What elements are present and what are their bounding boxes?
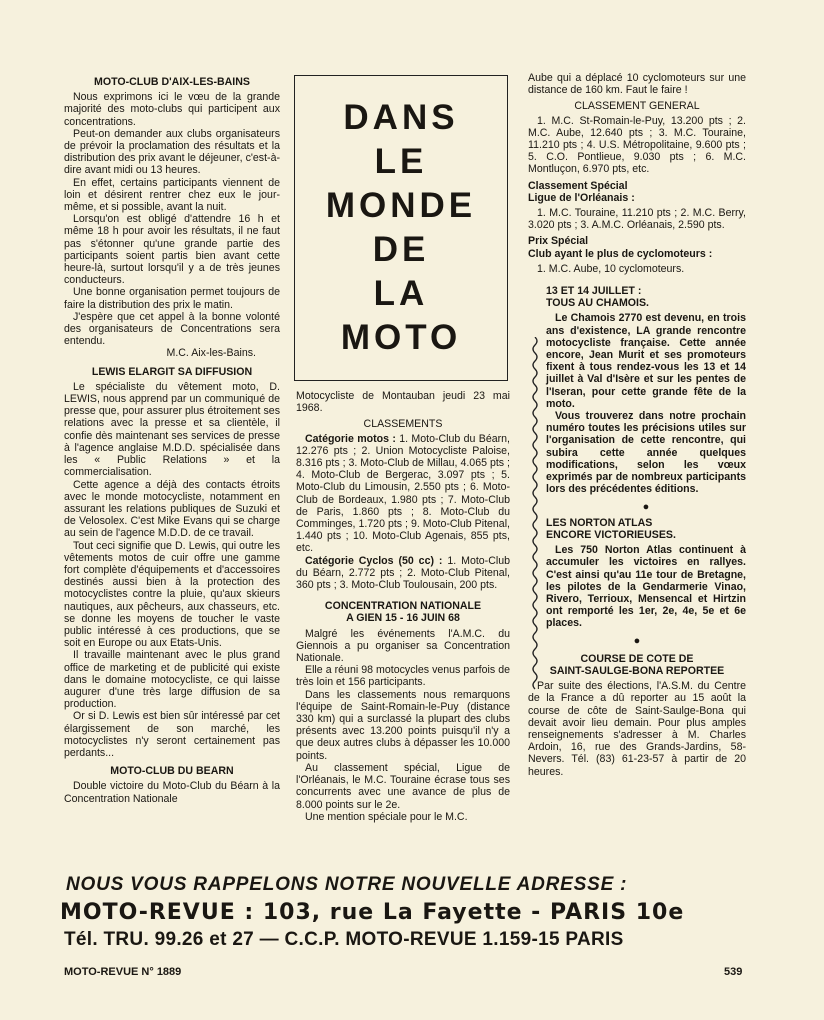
paragraph: Tout ceci signifie que D. Lewis, qui outre les vêtements motos de cuir offre une gamme fort complète d'équipements et d'accessoires destinés aussi bien à la protection des motocyclistes contre la pluie, qu'aux skieurs nautiques, aux pêcheurs, aux chasseurs, etc. se donne les moyens de toucher le vaste public intéressé à ces productions, que se soit en Europe ou aux Etats-Unis. — [64, 539, 280, 650]
article-title-line: Classement Spécial — [528, 179, 628, 192]
title-line: LE — [374, 142, 428, 181]
title-line: DE — [372, 230, 430, 269]
bullet-separator: ● — [642, 500, 650, 513]
article-title: LEWIS ELARGIT SA DIFFUSION — [91, 365, 253, 378]
article-title-line: ENCORE VICTORIEUSES. — [546, 528, 676, 541]
paragraph: Aube qui a déplacé 10 cyclomoteurs sur une distance de 160 km. Faut le faire ! — [528, 72, 746, 97]
address-banner — [60, 874, 760, 951]
article-title-line: A GIEN 15 - 16 JUIN 68 — [346, 612, 460, 625]
article-title — [296, 600, 510, 624]
article-title — [528, 235, 746, 259]
paragraph: J'espère que cet appel à la bonne volonté des organisateurs de Concentrations sera entendu. — [64, 310, 280, 348]
article-title-line: LES NORTON ATLAS — [546, 516, 653, 529]
article-title-line: TOUS AU CHAMOIS. — [546, 297, 649, 310]
paragraph: Vous trouverez dans notre prochain numéro toutes les précisions utiles sur l'organisation de cette rencontre, qui subira cette année quelques modifications, selon les vœux exprimés par de nombreux participants lors des précédentes éditions. — [546, 410, 746, 496]
category-text: 1. Moto-Club du Béarn, 2.772 pts ; 2. Moto-Club Pitenal, 360 pts ; 3. Moto-Club Toulousain, 200 pts. — [296, 554, 510, 592]
category-label: Catégorie Cyclos (50 cc) : — [305, 554, 443, 567]
article-title-line: COURSE DE COTE DE — [580, 652, 694, 665]
paragraph: Nous exprimons ici le vœu de la grande majorité des moto-clubs qui participent aux concentrations. — [64, 91, 280, 128]
article-title-line: 13 ET 14 JUILLET : — [546, 285, 642, 298]
paragraph: Dans les classements nous remarquons l'équipe de Saint-Romain-le-Puy (distance 330 km) qui a surclassé la plupart des clubs présents avec 13.200 points puisqu'il n'y a que deux autres clubs à dépasser les 10.000 points. — [296, 688, 510, 762]
article-title — [528, 180, 746, 204]
column-right — [528, 72, 746, 778]
title-line: DANS — [343, 98, 459, 137]
paragraph: Or si D. Lewis est bien sûr intéressé par cet élargissement de son marché, les motocyclistes n'y seront certainement pas perdants... — [64, 710, 280, 759]
title-line: MONDE — [325, 186, 477, 225]
wavy-border — [529, 337, 541, 693]
paragraph: Elle a réuni 98 motocycles venus parfois de très loin et 156 participants. — [296, 664, 510, 689]
paragraph: Les 750 Norton Atlas continuent à accumuler les victoires en rallyes. C'est ainsi qu'au 11e tour de Bretagne, les pilotes de la Gendarmerie Vinao, Rivero, Terrioux, Mensencal et Hirtzin ont remporté les 1er, 2e, 4e, 5e et 6e places. — [546, 544, 746, 630]
paragraph: Peut-on demander aux clubs organisateurs de prévoir la proclamation des résultats et la distribution des prix avant le déjeuner, c'est-à-dire avant midi ou 13 heures. — [64, 127, 280, 177]
banner-line-1: NOUS VOUS RAPPELONS NOTRE NOUVELLE ADRESSE : — [66, 874, 628, 895]
banner-line-2: MOTO-REVUE : 103, rue La Fayette - PARIS 10e — [60, 900, 685, 925]
article-title — [528, 653, 746, 677]
article-title-line: Prix Spécial — [528, 235, 589, 248]
section-title-box — [294, 75, 508, 381]
paragraph: En effet, certains participants viennent de loin et désirent rentrer chez eux le jour-même, et si possible, avant la nuit. — [64, 176, 280, 214]
paragraph: Lorsqu'on est obligé d'attendre 16 h et même 18 h pour avoir les résultats, il ne faut pas s'étonner qu'une grande partie des participants soient partis bien avant cette heure-là, surtout lorsqu'il y a de très jeunes conducteurs. — [64, 213, 280, 287]
paragraph: Cette agence a déjà des contacts étroits avec le monde motocycliste, notamment en assurant les relations publiques de Suzuki et de Velosolex. C'est Mike Evans qui se charge au sein de l'agence M.D.D. de ce travail. — [64, 478, 280, 540]
paragraph: 1. M.C. Aube, 10 cyclomoteurs. — [537, 262, 685, 275]
subheading: CLASSEMENT GENERAL — [574, 100, 700, 113]
article-title — [546, 517, 746, 541]
footer-issue: MOTO-REVUE N° 1889 — [64, 966, 182, 978]
bullet-separator: ● — [633, 634, 641, 647]
paragraph — [296, 555, 510, 592]
article-title-line: Ligue de l'Orléanais : — [528, 191, 635, 204]
title-line: LA — [373, 274, 429, 313]
column-left — [64, 76, 280, 805]
paragraph: Double victoire du Moto-Club du Béarn à la Concentration Nationale — [64, 780, 280, 805]
paragraph: Le Chamois 2770 est devenu, en trois ans d'existence, LA grande rencontre motocycliste française. Cette année encore, Jean Murit et ses promoteurs fixent à tous rendez-vous les 13 et 14 juillet à Val d'Isère et sur les pentes de l'Iseran, pour cette grande fête de la moto. — [546, 312, 746, 410]
subheading: CLASSEMENTS — [363, 418, 443, 431]
paragraph: Par suite des élections, l'A.S.M. du Centre de la France a dû reporter au 15 août la course de côte de Saint-Saulge-Bona qui devait avoir lieu demain. Pour plus amples renseignements s'adresser à M. Charles Ardoin, 16, rue des Grands-Jardins, 58-Nevers. Tél. (83) 61-23-57 à partir de 20 heures. — [528, 680, 746, 778]
paragraph: Il travaille maintenant avec le plus grand office de marketing et de publicité qui existe dans le domaine motocycliste, ce qui laisse augurer d'une très large diffusion de sa production. — [64, 649, 280, 711]
signature: M.C. Aix-les-Bains. — [166, 347, 256, 360]
paragraph: 1. M.C. Touraine, 11.210 pts ; 2. M.C. Berry, 3.020 pts ; 3. A.M.C. Orléanais, 2.590 pts. — [528, 207, 746, 232]
category-label: Catégorie motos : — [305, 432, 396, 445]
banner-line-3: Tél. TRU. 99.26 et 27 — C.C.P. MOTO-REVUE 1.159-15 PARIS — [64, 929, 624, 950]
paragraph: Le spécialiste du vêtement moto, D. LEWIS, nous apprend par un communiqué de presse que, pour assurer plus étroitement ses relations avec la presse et sa clientèle, il confie dès maintenant ses services de presse à l'agence anglaise M.D.D. spécialisée dans les « Public Relations » et la commercialisation. — [64, 380, 280, 479]
article-title-line: Club ayant le plus de cyclomoteurs : — [528, 247, 713, 260]
article-title — [546, 285, 746, 309]
category-text: 1. Moto-Club du Béarn, 12.276 pts ; 2. Union Motocycliste Paloise, 8.316 pts ; 3. Moto-Club de Millau, 4.065 pts ; 4. Moto-Club de Bergerac, 3.097 pts ; 5. Moto-Club du Limousin, 2.550 pts ; 6. Moto-Club de Bordeaux, 1.980 pts ; 7. Moto-Club de Paris, 1.860 pts ; 8. Moto-Club du Comminges, 1.720 pts ; 9. Moto-Club Pitenal, 1.440 pts ; 10. Moto-Club Agenais, 855 pts, etc. — [296, 432, 510, 555]
article-title: MOTO-CLUB D'AIX-LES-BAINS — [94, 76, 250, 88]
column-middle — [296, 390, 510, 823]
boxed-news — [528, 285, 746, 629]
page-number: 539 — [724, 966, 743, 978]
paragraph — [296, 433, 510, 555]
paragraph: 1. M.C. St-Romain-le-Puy, 13.200 pts ; 2. M.C. Aube, 12.640 pts ; 3. M.C. Touraine, 11.210 pts ; 4. U.S. Métropolitaine, 9.600 pts ; 5. C.O. Pontlieue, 9.030 pts ; 6. M.C. Montluçon, 6.970 pts, etc. — [528, 114, 746, 176]
article-title-line: CONCENTRATION NATIONALE — [324, 600, 482, 613]
paragraph: Une mention spéciale pour le M.C. — [305, 810, 468, 823]
paragraph: Une bonne organisation permet toujours de faire la distribution des prix le matin. — [64, 286, 280, 311]
article-title: MOTO-CLUB DU BEARN — [110, 765, 234, 778]
paragraph: Malgré les événements l'A.M.C. du Giennois a pu organiser sa Concentration Nationale. — [296, 627, 510, 665]
title-line: MOTO — [340, 318, 462, 357]
paragraph: Au classement spécial, Ligue de l'Orléanais, le M.C. Touraine écrase tous ses concurrents avec une avance de plus de 8.000 points sur le 2e. — [296, 761, 510, 811]
article-title-line: SAINT-SAULGE-BONA REPORTEE — [549, 664, 725, 677]
paragraph: Motocycliste de Montauban jeudi 23 mai 1968. — [296, 390, 510, 415]
